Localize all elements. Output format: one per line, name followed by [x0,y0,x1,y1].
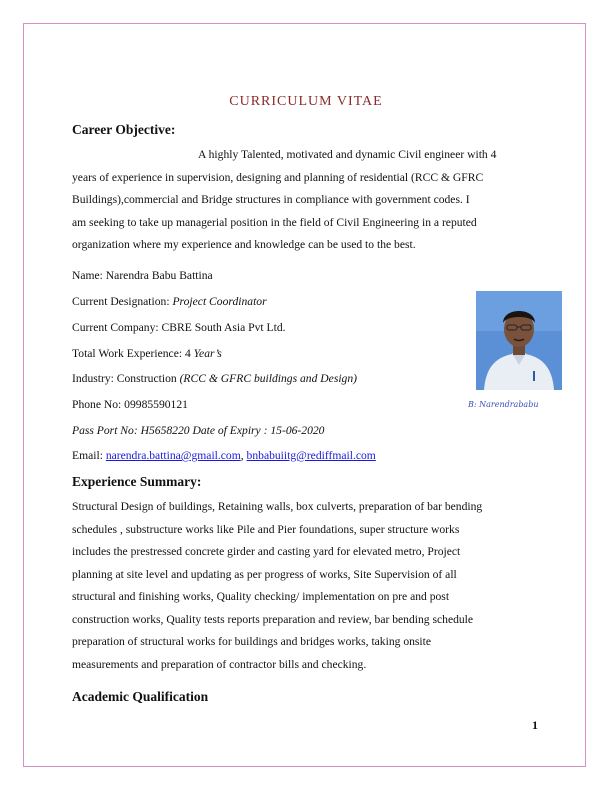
industry-label: Industry: Construction [72,372,180,385]
objective-line: years of experience in supervision, designing and planning of residential (RCC & GFRC [72,170,484,184]
industry-line [72,372,357,385]
industry-value: (RCC & GFRC buildings and Design) [179,372,358,385]
summary-line: structural and finishing works, Quality checking/ implementation on pre and post [72,590,450,603]
signature-image [468,396,550,412]
profile-photo [476,291,562,390]
signature [468,396,550,412]
designation-value: Project Coordinator [172,295,267,308]
objective-line: organization where my experience and knowledge can be used to the best. [72,238,416,251]
email-link-primary[interactable]: narendra.battina@gmail.com [105,449,241,462]
objective-line: am seeking to take up managerial position in the field of Civil Engineering in a reputed [72,215,477,229]
signature-text: B: Narendrababu [468,400,539,409]
company-line: Current Company: CBRE South Asia Pvt Ltd. [72,321,286,334]
page-number: 1 [532,718,538,732]
designation-line [72,295,267,308]
experience-value: Year’s [193,347,222,360]
phone-line: Phone No: 09985590121 [72,398,188,411]
email-line [72,449,376,462]
experience-summary-heading: Experience Summary: [72,474,202,489]
career-objective-paragraph [72,144,542,257]
summary-line: Structural Design of buildings, Retaining walls, box culverts, preparation of bar bending [72,500,483,513]
academic-qualification-heading: Academic Qualification [72,689,209,704]
summary-line: preparation of structural works for buildings and bridges works, taking onsite [72,635,432,648]
document-title: CURRICULUM VITAE [229,94,383,109]
passport-line: Pass Port No: H5658220 Date of Expiry : 15-06-2020 [72,424,325,437]
email-label: Email: [72,449,106,462]
summary-line: planning at site level and updating as per progress of works, Site Supervision of all [72,567,457,581]
experience-label: Total Work Experience: 4 [72,347,194,360]
person-photo-icon [476,291,562,390]
summary-line: measurements and preparation of contractor bills and checking. [72,657,367,671]
career-objective-heading: Career Objective: [72,122,176,137]
email-separator: , [240,449,247,462]
summary-line: includes the prestressed concrete girder and casting yard for elevated metro, Project [72,545,461,558]
objective-line: Buildings),commercial and Bridge structures in compliance with government codes. I [72,193,470,206]
name-line: Name: Narendra Babu Battina [72,269,213,282]
email-link-secondary[interactable]: bnbabuiitg@rediffmail.com [246,449,376,462]
designation-label: Current Designation: [72,295,173,308]
objective-line: A highly Talented, motivated and dynamic Civil engineer with 4 [198,148,497,161]
experience-line [72,347,222,360]
summary-line: construction works, Quality tests reports preparation and review, bar bending schedule [72,612,474,626]
summary-line: schedules , substructure works like Pile and Pier foundations, super structure works [72,522,460,536]
experience-summary-paragraph [72,496,542,676]
